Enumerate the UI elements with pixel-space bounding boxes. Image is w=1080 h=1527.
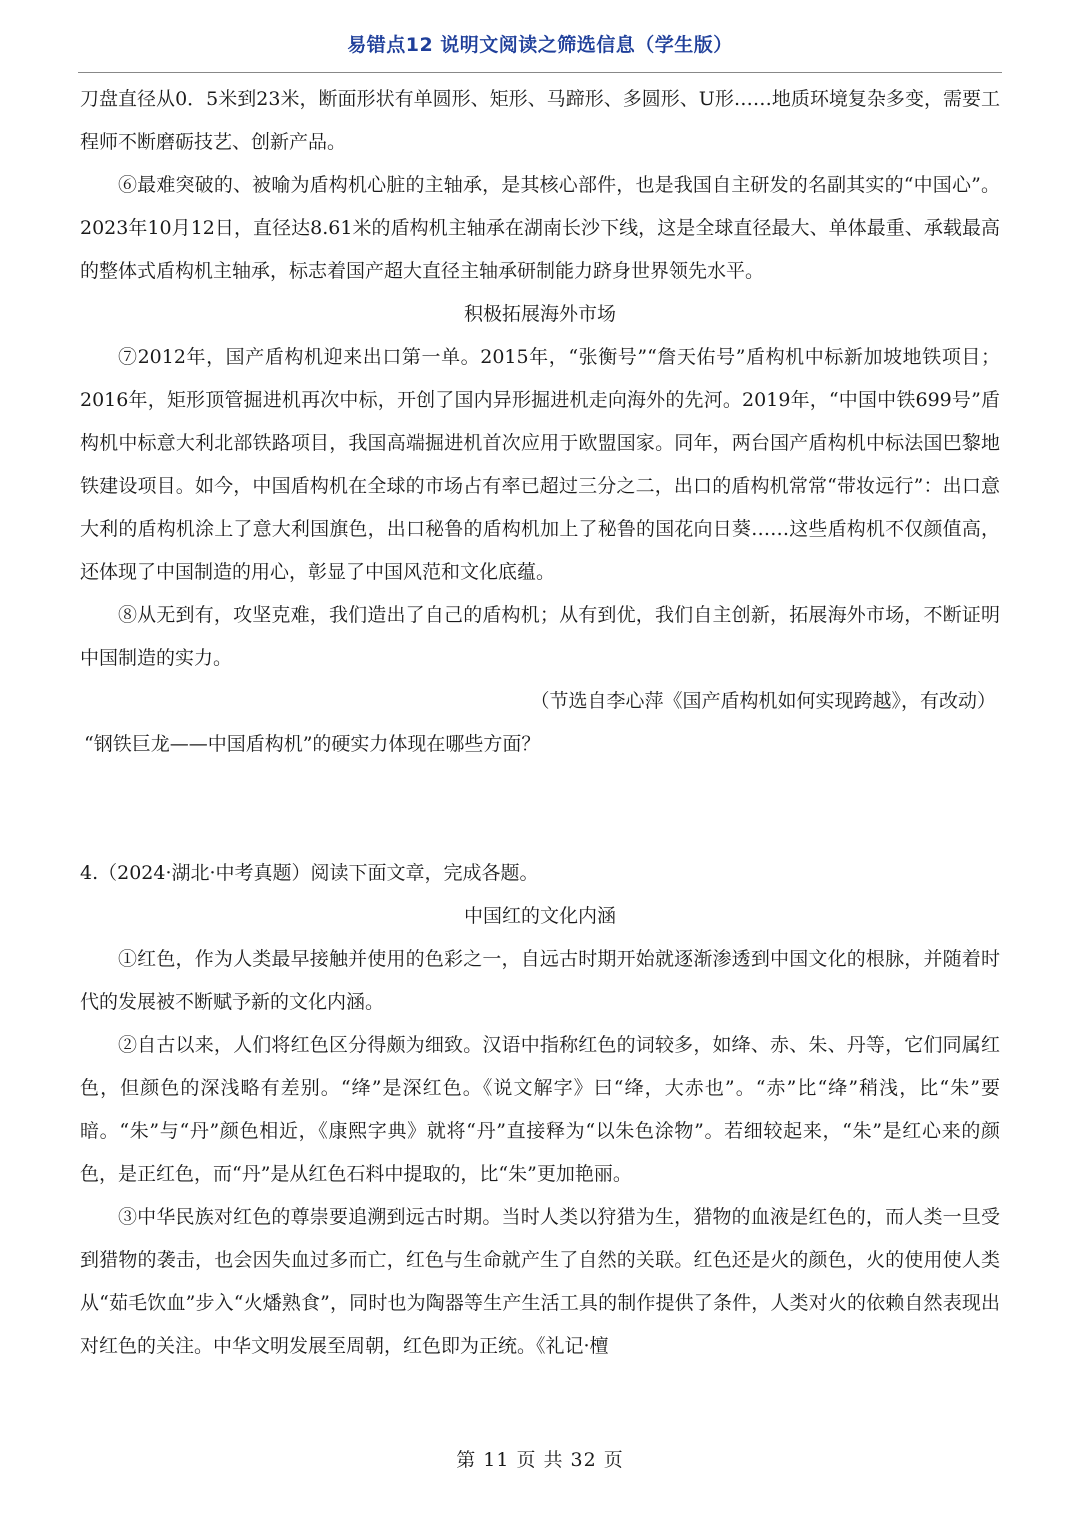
answer-space xyxy=(80,766,1000,852)
paragraph-2: ②自古以来，人们将红色区分得颇为细致。汉语中指称红色的词较多，如绛、赤、朱、丹等，它们同属红色，但颜色的深浅略有差别。“绛”是深红色。《说文解字》曰“绛，大赤也”。“赤”比“绛”稍浅，比“朱”要暗。“朱”与“丹”颜色相近，《康熙字典》就将“丹”直接释为“以朱色涂物”。若细较起来，“朱”是红心来的颜色，是正红色，而“丹”是从红色石料中提取的，比“朱”更加艳丽。 xyxy=(80,1034,1000,1185)
page-number: 第 11 页 共 32 页 xyxy=(456,1449,624,1471)
document-body xyxy=(80,78,1000,1368)
paragraph-7: ⑦2012年，国产盾构机迎来出口第一单。2015年，“张衡号”“詹天佑号”盾构机中标新加坡地铁项目；2016年，矩形顶管掘进机再次中标，开创了国内异形掘进机走向海外的先河。2019年，“中国中铁699号”盾构机中标意大利北部铁路项目，我国高端掘进机首次应用于欧盟国家。同年，两台国产盾构机中标法国巴黎地铁建设项目。如今，中国盾构机在全球的市场占有率已超过三分之二，出口的盾构机常常“带妆远行”：出口意大利的盾构机涂上了意大利国旗色，出口秘鲁的盾构机加上了秘鲁的国花向日葵……这些盾构机不仅颜值高，还体现了中国制造的用心，彰显了中国风范和文化底蕴。 xyxy=(80,346,1000,583)
page-header-title: 易错点12 说明文阅读之筛选信息（学生版） xyxy=(347,34,733,56)
header-divider xyxy=(78,72,1002,73)
paragraph-8: ⑧从无到有，攻坚克难，我们造出了自己的盾构机；从有到优，我们自主创新，拓展海外市场，不断证明中国制造的实力。 xyxy=(80,604,1000,669)
paragraph-6: ⑥最难突破的、被喻为盾构机心脏的主轴承，是其核心部件，也是我国自主研发的名副其实的“中国心”。2023年10月12日，直径达8.61米的盾构机主轴承在湖南长沙下线，这是全球直径最大、单体最重、承载最高的整体式盾构机主轴承，标志着国产超大直径主轴承研制能力跻身世界领先水平。 xyxy=(80,174,1000,282)
paragraph-continued: 刀盘直径从0．5米到23米，断面形状有单圆形、矩形、马蹄形、多圆形、U形……地质环境复杂多变，需要工程师不断磨砺技艺、创新产品。 xyxy=(80,88,1000,153)
source-citation: （节选自李心萍《国产盾构机如何实现跨越》，有改动） xyxy=(530,690,996,712)
article-title: 中国红的文化内涵 xyxy=(463,905,616,927)
paragraph-3: ③中华民族对红色的尊崇要追溯到远古时期。当时人类以狩猎为生，猎物的血液是红色的，而人类一旦受到猎物的袭击，也会因失血过多而亡，红色与生命就产生了自然的关联。红色还是火的颜色，火的使用使人类从“茹毛饮血”步入“火燔熟食”，同时也为陶器等生产生活工具的制作提供了条件，人类对火的依赖自然表现出对红色的关注。中华文明发展至周朝，红色即为正统。《礼记·檀 xyxy=(80,1206,1000,1357)
problem-4-intro: 4.（2024·湖北·中考真题）阅读下面文章，完成各题。 xyxy=(80,862,539,884)
section-subheading: 积极拓展海外市场 xyxy=(463,303,616,325)
question-text: “钢铁巨龙——中国盾构机”的硬实力体现在哪些方面？ xyxy=(84,733,541,755)
paragraph-1: ①红色，作为人类最早接触并使用的色彩之一，自远古时期开始就逐渐渗透到中国文化的根脉，并随着时代的发展被不断赋予新的文化内涵。 xyxy=(80,948,1000,1013)
